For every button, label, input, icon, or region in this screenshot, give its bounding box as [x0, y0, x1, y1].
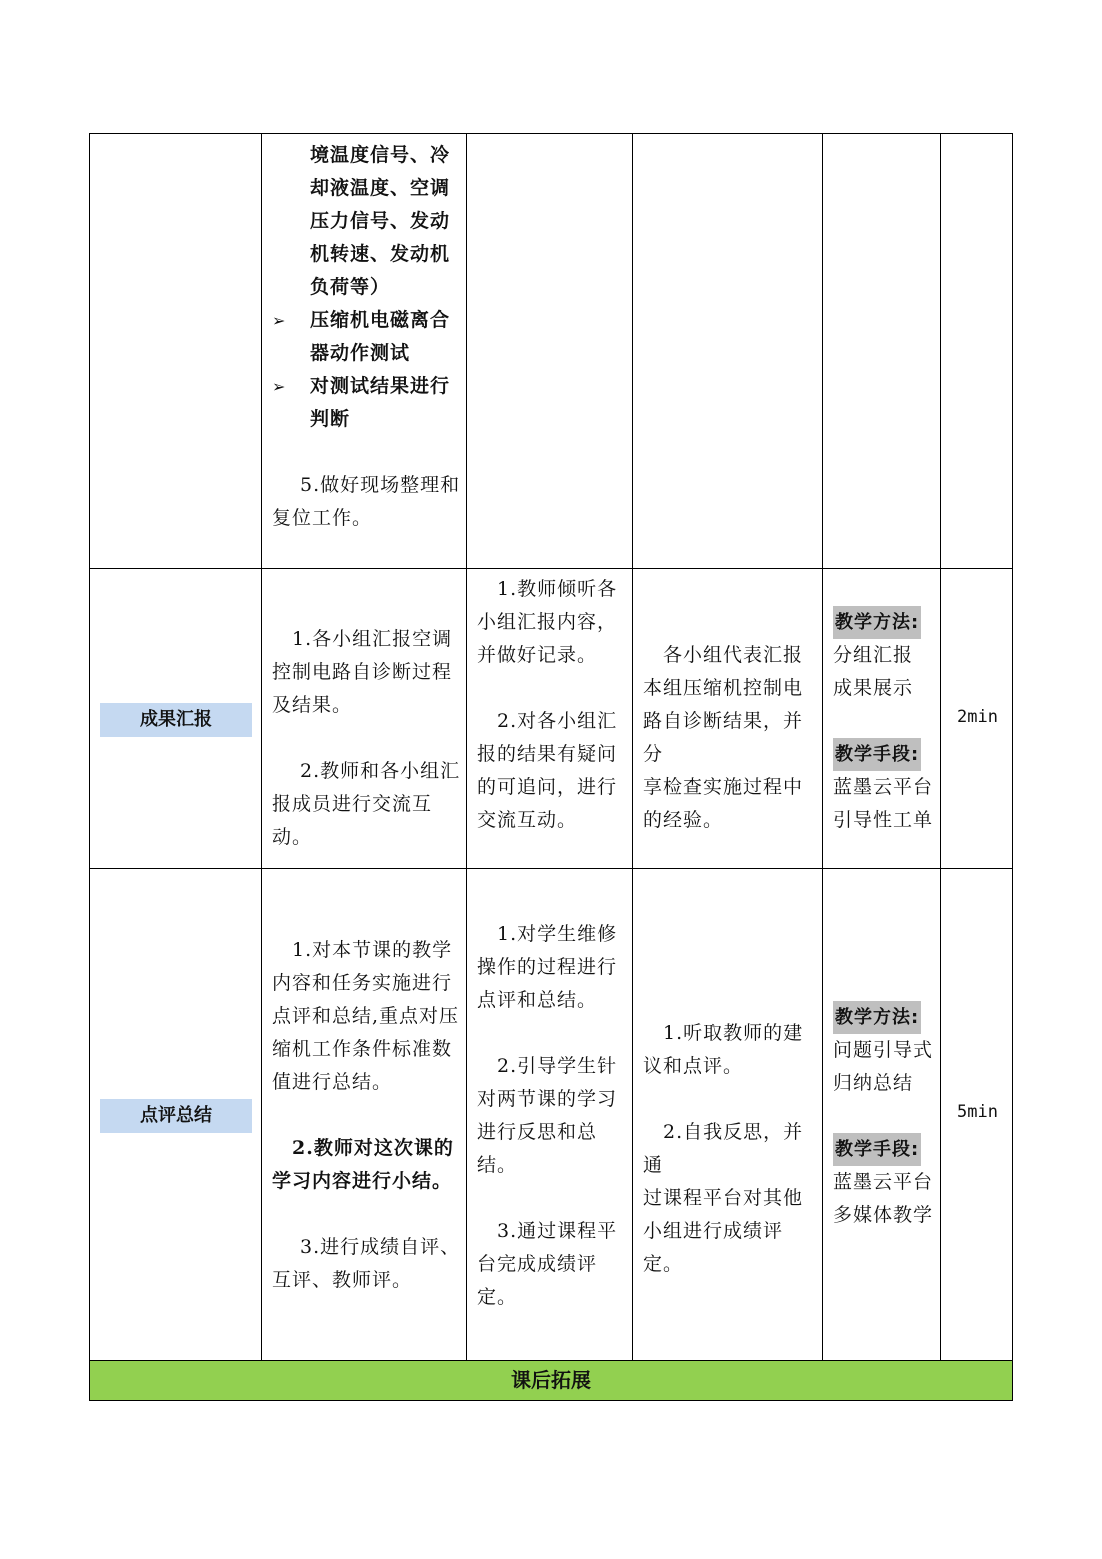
teacher-activity-cell	[467, 569, 633, 868]
text-line: 压力信号、发动	[310, 210, 451, 232]
text-line: 境温度信号、冷	[310, 144, 451, 166]
content-text	[272, 623, 462, 854]
method-label: 教学方法:	[833, 1001, 921, 1034]
method-cell	[823, 134, 941, 568]
text-line: 2.引导学生针	[497, 1055, 618, 1077]
text-line: 台完成成绩评	[477, 1253, 598, 1275]
text-line: 2.教师对这次课的	[292, 1137, 454, 1159]
text-line: 蓝墨云平台	[833, 776, 934, 798]
text-line: 享检查实施过程中	[643, 776, 804, 798]
text-line: 蓝墨云平台	[833, 1171, 934, 1193]
text-line: 缩机工作条件标准数	[272, 1038, 453, 1060]
text-line: 及结果。	[272, 694, 353, 716]
text-line: 值进行总结。	[272, 1071, 393, 1093]
text-line: 对测试结果进行	[310, 375, 451, 397]
lesson-plan-table	[89, 133, 1013, 1361]
text-line: 对两节课的学习	[477, 1088, 618, 1110]
content-cell	[262, 134, 467, 568]
text-line: 本组压缩机控制电	[643, 677, 804, 699]
content-cell	[262, 569, 467, 868]
duration-text: 5min	[957, 1102, 998, 1122]
continued-lines	[272, 139, 462, 304]
teacher-activity-cell	[467, 134, 633, 568]
teacher-text	[477, 573, 627, 837]
text-line: 引导性工单	[833, 809, 934, 831]
student-text	[643, 1017, 819, 1281]
text-line: 互评、教师评。	[272, 1269, 413, 1291]
text-line: 2.对各小组汇	[497, 710, 618, 732]
stage-cell	[90, 869, 262, 1360]
stage-label: 成果汇报	[100, 703, 252, 737]
text-line: 2.教师和各小组汇	[300, 760, 461, 782]
text-line: 进行反思和总	[477, 1121, 598, 1143]
arrow-bullet-icon: ➢	[272, 377, 287, 396]
time-cell	[941, 569, 1014, 868]
text-line: 器动作测试	[310, 342, 411, 364]
text-line: 却液温度、空调	[310, 177, 451, 199]
text-line: 小组进行成绩评定。	[643, 1220, 784, 1275]
text-line: 结。	[477, 1154, 518, 1176]
text-line: 问题引导式	[833, 1039, 934, 1061]
time-cell	[941, 869, 1014, 1360]
text-line: 各小组代表汇报	[663, 644, 804, 666]
teacher-activity-cell	[467, 869, 633, 1360]
text-line: 1.教师倾听各	[497, 578, 618, 600]
table-row-report	[89, 569, 1013, 869]
text-line: 过课程平台对其他	[643, 1187, 804, 1209]
text-line: 学习内容进行小结。	[272, 1170, 453, 1192]
text-line: 1.各小组汇报空调	[292, 628, 453, 650]
content-cell	[262, 869, 467, 1360]
text-line: 判断	[310, 408, 351, 430]
teacher-text	[477, 918, 627, 1314]
text-line: 小组汇报内容，	[477, 611, 618, 633]
text-line: 的经验。	[643, 809, 724, 831]
text-line: 内容和任务实施进行	[272, 972, 453, 994]
text-line: 1.听取教师的建	[663, 1022, 804, 1044]
duration-text: 2min	[957, 707, 998, 727]
text-line: 分组汇报	[833, 644, 914, 666]
text-line: 负荷等）	[310, 276, 391, 298]
text-line: 并做好记录。	[477, 644, 598, 666]
method-cell	[823, 569, 941, 868]
text-line: 压缩机电磁离合	[310, 309, 451, 331]
table-row-continuation	[89, 133, 1013, 569]
bullet-item	[272, 304, 462, 370]
student-activity-cell	[633, 869, 823, 1360]
text-line: 机转速、发动机	[310, 243, 451, 265]
student-text	[643, 639, 819, 837]
student-activity-cell	[633, 569, 823, 868]
text-line: 议和点评。	[643, 1055, 744, 1077]
student-activity-cell	[633, 134, 823, 568]
content-text	[272, 934, 462, 1297]
text-line: 操作的过程进行	[477, 956, 618, 978]
table-row-summary	[89, 869, 1013, 1361]
time-cell	[941, 134, 1014, 568]
method-cell	[823, 869, 941, 1360]
text-line: 1.对学生维修	[497, 923, 618, 945]
text-line: 点评和总结。	[477, 989, 598, 1011]
method-text	[833, 1001, 939, 1232]
text-line: 复位工作。	[272, 507, 373, 529]
method-text	[833, 606, 939, 837]
text-line: 报的结果有疑问	[477, 743, 618, 765]
section-header-after-class: 课后拓展	[89, 1360, 1013, 1401]
text-line: 交流互动。	[477, 809, 578, 831]
text-line: 2.自我反思，并通	[643, 1121, 804, 1176]
stage-cell	[90, 134, 262, 568]
text-line: 5.做好现场整理和	[300, 474, 461, 496]
text-line: 多媒体教学	[833, 1204, 934, 1226]
text-line: 控制电路自诊断过程	[272, 661, 453, 683]
means-label: 教学手段:	[833, 1133, 921, 1166]
method-label: 教学方法:	[833, 606, 921, 639]
text-line: 报成员进行交流互动。	[272, 793, 433, 848]
means-label: 教学手段:	[833, 738, 921, 771]
text-line: 的可追问，进行	[477, 776, 618, 798]
bullet-item	[272, 370, 462, 436]
stage-cell	[90, 569, 262, 868]
text-line: 1.对本节课的教学	[292, 939, 453, 961]
text-line: 点评和总结,重点对压	[272, 1005, 460, 1027]
arrow-bullet-icon: ➢	[272, 311, 287, 330]
text-line: 3.通过课程平	[497, 1220, 618, 1242]
text-line: 3.进行成绩自评、	[300, 1236, 461, 1258]
content-text	[272, 139, 462, 535]
text-line: 定。	[477, 1286, 518, 1308]
text-line: 成果展示	[833, 677, 914, 699]
stage-label: 点评总结	[100, 1099, 252, 1133]
text-line: 路自诊断结果，并分	[643, 710, 804, 765]
text-line: 归纳总结	[833, 1072, 914, 1094]
